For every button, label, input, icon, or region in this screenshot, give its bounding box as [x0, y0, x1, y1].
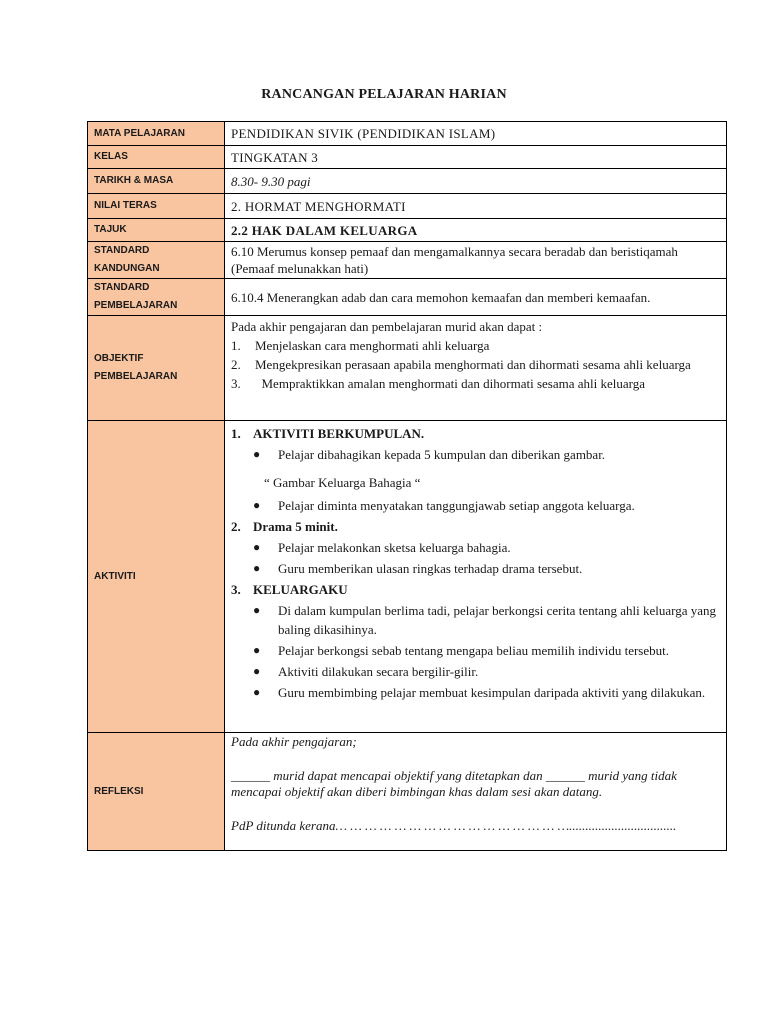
- bullet-icon: ●: [253, 643, 261, 657]
- label-line: STANDARD: [94, 245, 150, 256]
- row-standard-kandungan: [88, 242, 727, 279]
- value-nilai-teras: 2. HORMAT MENGHORMATI: [225, 194, 727, 219]
- bullet-icon: ●: [253, 664, 261, 678]
- label-line: OBJEKTIF: [94, 353, 144, 364]
- value-standard-pembelajaran: 6.10.4 Menerangkan adab dan cara memohon kemaafan dan memberi kemaafan.: [225, 279, 727, 316]
- list-item: [231, 336, 720, 355]
- item-number: 3.: [231, 582, 241, 597]
- objektif-list: [231, 336, 720, 393]
- row-mata-pelajaran: [88, 122, 727, 146]
- bullet-icon: ●: [253, 447, 261, 461]
- item-number: 1.: [231, 338, 241, 353]
- label-standard-kandungan: [88, 242, 225, 279]
- row-refleksi: [88, 733, 727, 851]
- heading-text: KELUARGAKU: [253, 582, 348, 597]
- label-tarikh: TARIKH & MASA: [88, 169, 225, 194]
- label-line: PEMBELAJARAN: [94, 371, 178, 382]
- row-kelas: [88, 146, 727, 169]
- value-standard-kandungan: 6.10 Merumus konsep pemaaf dan mengamalkannya secara beradab dan beristiqamah (Pemaaf melunakkan hati): [225, 242, 727, 279]
- list-item: [231, 355, 720, 374]
- bullet-item: [231, 662, 720, 681]
- item-text: Mengekpresikan perasaan apabila menghormati dan dihormati sesama ahli keluarga: [255, 357, 691, 372]
- item-number: 3.: [231, 376, 241, 391]
- bullet-item: [231, 683, 720, 702]
- refleksi-intro: Pada akhir pengajaran;: [231, 734, 357, 749]
- bullet-text: Aktiviti dilakukan secara bergilir-gilir.: [278, 664, 479, 679]
- bullet-icon: ●: [253, 561, 261, 575]
- item-number: 2.: [231, 519, 241, 534]
- item-text: Menjelaskan cara menghormati ahli keluarga: [255, 338, 490, 353]
- value-mata-pelajaran: PENDIDIKAN SIVIK (PENDIDIKAN ISLAM): [225, 122, 727, 146]
- bullet-text: Di dalam kumpulan berlima tadi, pelajar berkongsi cerita tentang ahli keluarga yang baling dikasihinya.: [278, 603, 716, 637]
- value-tajuk: 2.2 HAK DALAM KELUARGA: [225, 219, 727, 242]
- label-tajuk: TAJUK: [88, 219, 225, 242]
- label-kelas: KELAS: [88, 146, 225, 169]
- value-tarikh: 8.30- 9.30 pagi: [225, 169, 727, 194]
- bullet-item: [231, 641, 720, 660]
- bullet-icon: ●: [253, 603, 261, 617]
- item-text: Mempraktikkan amalan menghormati dan dihormati sesama ahli keluarga: [255, 376, 645, 391]
- activity-heading: [231, 580, 720, 599]
- list-item: [231, 374, 720, 393]
- bullet-text: Guru memberikan ulasan ringkas terhadap drama tersebut.: [278, 561, 583, 576]
- value-aktiviti: [225, 421, 727, 733]
- activity-heading: [231, 517, 720, 536]
- bullet-text: Guru membimbing pelajar membuat kesimpulan daripada aktiviti yang dilakukan.: [278, 685, 706, 700]
- refleksi-postponed: PdP ditunda kerana… … … … … … … … … … … … … … … ….................................: [231, 818, 677, 833]
- value-kelas: TINGKATAN 3: [225, 146, 727, 169]
- lesson-plan-table: [87, 121, 727, 851]
- row-nilai-teras: [88, 194, 727, 219]
- bullet-icon: ●: [253, 540, 261, 554]
- bullet-text: Pelajar melakonkan sketsa keluarga bahagia.: [278, 540, 511, 555]
- bullet-icon: ●: [253, 685, 261, 699]
- objektif-intro: Pada akhir pengajaran dan pembelajaran murid akan dapat :: [231, 319, 543, 334]
- page-title: RANCANGAN PELAJARAN HARIAN: [261, 87, 507, 102]
- item-number: 1.: [231, 426, 241, 441]
- bullet-text: Pelajar diminta menyatakan tanggungjawab setiap anggota keluarga.: [278, 498, 635, 513]
- label-refleksi: REFLEKSI: [88, 733, 225, 851]
- row-aktiviti: [88, 421, 727, 733]
- label-line: STANDARD: [94, 282, 150, 293]
- bullet-item: [231, 538, 720, 557]
- row-tajuk: [88, 219, 727, 242]
- label-standard-pembelajaran: [88, 279, 225, 316]
- label-line: KANDUNGAN: [94, 263, 160, 274]
- bullet-text: Pelajar dibahagikan kepada 5 kumpulan dan diberikan gambar.: [278, 447, 606, 462]
- quote-text: “ Gambar Keluarga Bahagia “: [264, 475, 421, 490]
- row-objektif: [88, 316, 727, 421]
- label-objektif: [88, 316, 225, 421]
- label-mata-pelajaran: MATA PELAJARAN: [88, 122, 225, 146]
- heading-text: AKTIVITI BERKUMPULAN.: [253, 426, 425, 441]
- bullet-item: [231, 559, 720, 578]
- value-refleksi: [225, 733, 727, 851]
- item-number: 2.: [231, 357, 241, 372]
- value-objektif: [225, 316, 727, 421]
- label-aktiviti: AKTIVITI: [88, 421, 225, 733]
- bullet-icon: ●: [253, 498, 261, 512]
- label-line: PEMBELAJARAN: [94, 300, 178, 311]
- label-nilai-teras: NILAI TERAS: [88, 194, 225, 219]
- activity-heading: [231, 424, 720, 443]
- row-standard-pembelajaran: [88, 279, 727, 316]
- bullet-item: [231, 496, 720, 515]
- refleksi-objective: ______ murid dapat mencapai objektif yang ditetapkan dan ______ murid yang tidak mencapai objektif akan diberi bimbingan khas dalam sesi akan datang.: [231, 768, 677, 799]
- row-tarikh: [88, 169, 727, 194]
- heading-text: Drama 5 minit.: [253, 519, 338, 534]
- bullet-item: [231, 601, 720, 639]
- bullet-text: Pelajar berkongsi sebab tentang mengapa beliau memilih individu tersebut.: [278, 643, 669, 658]
- bullet-item: [231, 445, 720, 464]
